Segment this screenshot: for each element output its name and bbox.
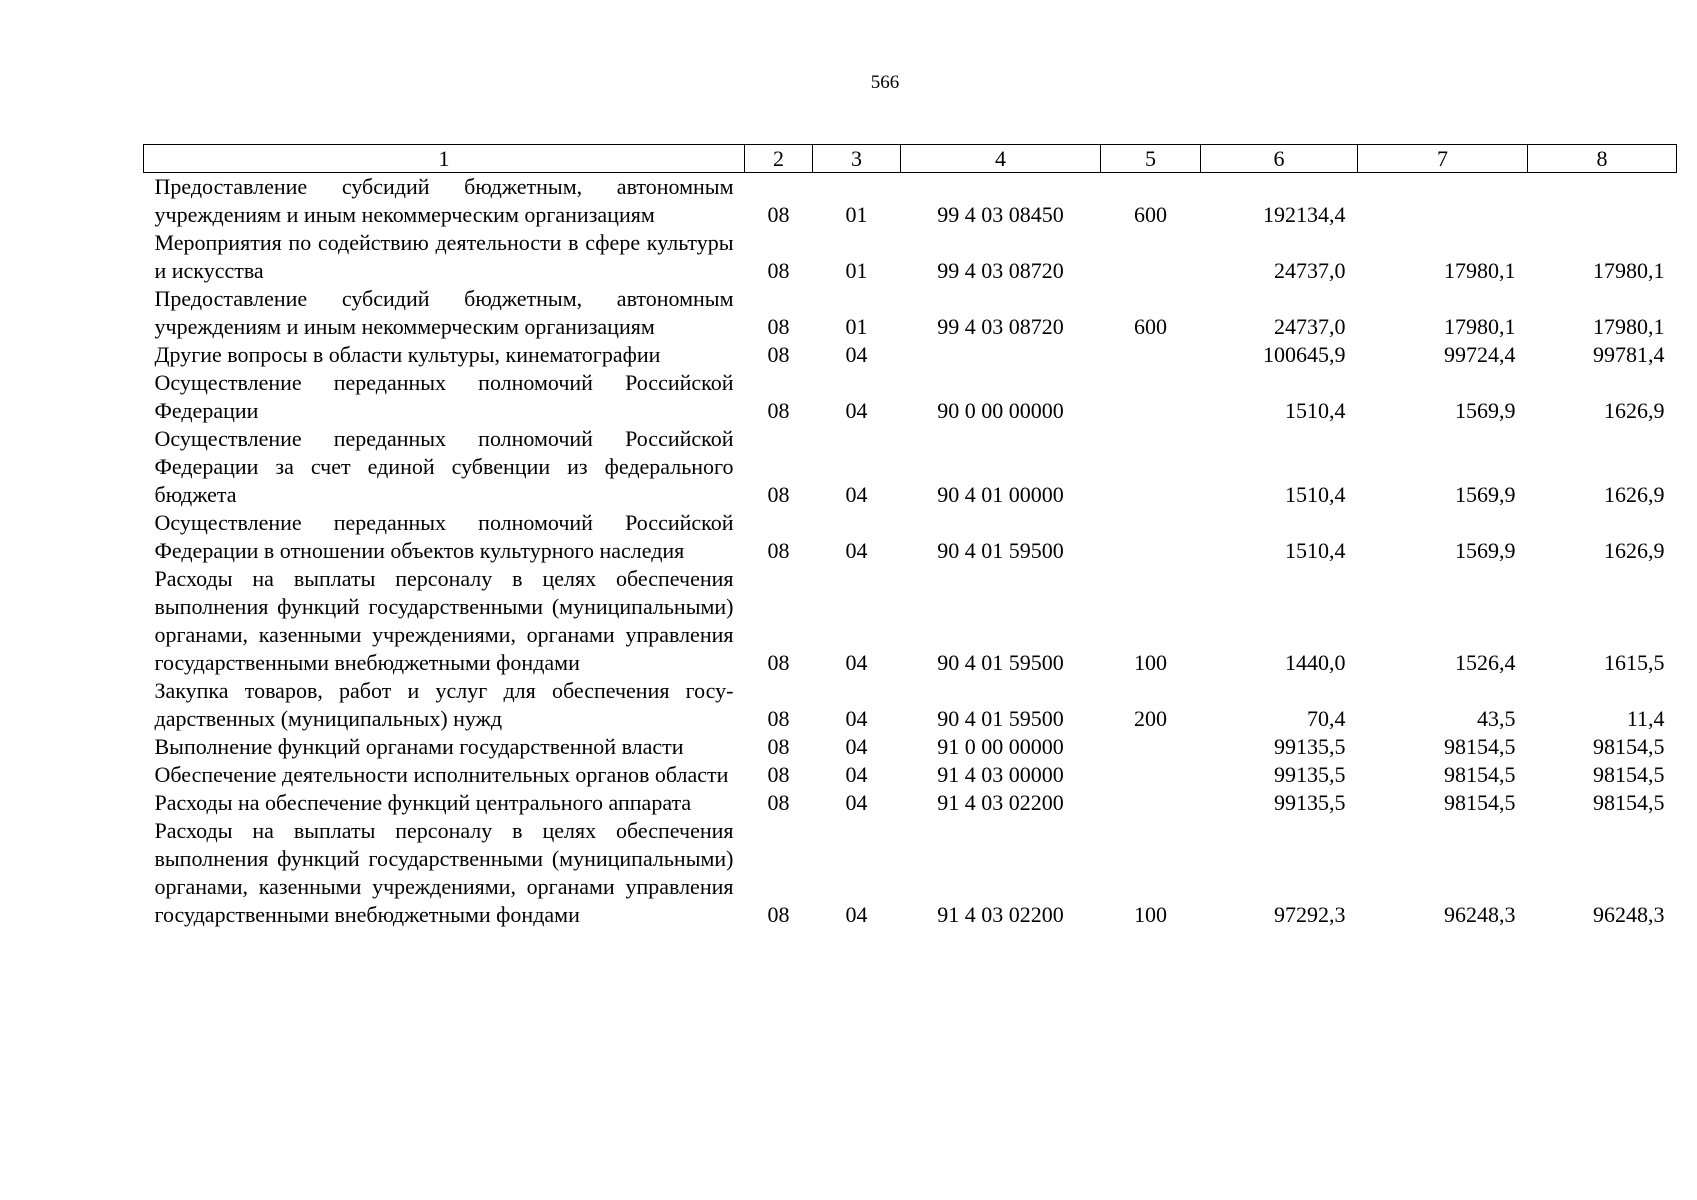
budget-table: [143, 144, 1677, 929]
cell-target-article: 91 4 03 02200: [937, 902, 1064, 927]
cell-section: 08: [767, 762, 790, 787]
header-col-3: 3: [813, 145, 901, 173]
header-col-6: 6: [1201, 145, 1358, 173]
cell-amount-year-3: 11,4: [1626, 706, 1665, 731]
cell-amount-year-2: [1358, 173, 1528, 230]
cell-section: 08: [767, 314, 790, 339]
cell-amount-year-2: 96248,3: [1444, 902, 1516, 927]
cell-amount-year-2: 17980,1: [1444, 314, 1516, 339]
cell-subsection: 04: [845, 538, 868, 563]
cell-description: Предоставление субсидий бюджетным, автономным учреждениям и иным некоммерческим организациям: [154, 174, 734, 227]
cell-subsection: 04: [845, 734, 868, 759]
cell-target-article: 90 0 00 00000: [937, 398, 1064, 423]
cell-amount-year-1: 1510,4: [1285, 482, 1346, 507]
table-row: [144, 425, 1677, 509]
header-col-8: 8: [1528, 145, 1677, 173]
cell-subsection: 04: [845, 790, 868, 815]
cell-section: 08: [767, 790, 790, 815]
cell-description: Расходы на выплаты персоналу в целях обеспечения выполнения функций государственными (муниципальными) органами, казенными учреждениями, органами управления государственными внебюджетными фондами: [154, 566, 734, 675]
table-row: [144, 761, 1677, 789]
cell-subsection: 04: [845, 762, 868, 787]
table-row: [144, 369, 1677, 425]
cell-amount-year-2: 99724,4: [1444, 342, 1516, 367]
cell-description: Выполнение функций органами государственной власти: [154, 734, 684, 759]
cell-expense-type: 100: [1134, 902, 1167, 927]
cell-amount-year-1: 99135,5: [1274, 734, 1346, 759]
cell-amount-year-1: 24737,0: [1274, 258, 1346, 283]
cell-expense-type: 600: [1134, 202, 1167, 227]
cell-subsection: 04: [845, 650, 868, 675]
header-row: [144, 145, 1677, 173]
cell-amount-year-3: 98154,5: [1593, 762, 1665, 787]
cell-amount-year-3: 1615,5: [1604, 650, 1665, 675]
cell-amount-year-3: 96248,3: [1593, 902, 1665, 927]
cell-description: Осуществление переданных полномочий Российской Федерации за счет единой субвенции из федерального бюджета: [154, 426, 734, 507]
cell-amount-year-1: 1510,4: [1285, 398, 1346, 423]
cell-description: Расходы на обеспечение функций центрального аппарата: [154, 790, 692, 815]
cell-amount-year-3: [1528, 173, 1677, 230]
cell-target-article: 91 0 00 00000: [937, 734, 1064, 759]
cell-target-article: 99 4 03 08450: [937, 202, 1064, 227]
cell-description: Осуществление переданных полномочий Российской Федерации: [154, 370, 734, 423]
cell-target-article: 91 4 03 00000: [937, 762, 1064, 787]
cell-expense-type: 100: [1134, 650, 1167, 675]
cell-expense-type: [1101, 425, 1201, 509]
table-header: [144, 145, 1677, 173]
cell-subsection: 01: [845, 314, 868, 339]
header-col-2: 2: [745, 145, 813, 173]
cell-section: 08: [767, 342, 790, 367]
cell-section: 08: [767, 258, 790, 283]
header-col-5: 5: [1101, 145, 1201, 173]
cell-section: 08: [767, 734, 790, 759]
cell-amount-year-2: 1526,4: [1455, 650, 1516, 675]
cell-amount-year-2: 43,5: [1477, 706, 1516, 731]
cell-target-article: 90 4 01 59500: [937, 706, 1064, 731]
cell-target-article: [901, 341, 1101, 369]
cell-section: 08: [767, 538, 790, 563]
cell-section: 08: [767, 902, 790, 927]
cell-amount-year-3: 17980,1: [1593, 314, 1665, 339]
cell-section: 08: [767, 398, 790, 423]
table-row: [144, 789, 1677, 817]
table-row: [144, 817, 1677, 929]
cell-description: Расходы на выплаты персоналу в целях обеспечения выполнения функций государственными (муниципальными) органами, казенными учреждениями, органами управления государственными внебюджетными фондами: [154, 818, 734, 927]
cell-amount-year-1: 99135,5: [1274, 790, 1346, 815]
cell-amount-year-1: 192134,4: [1263, 202, 1346, 227]
page-number: 566: [870, 72, 900, 93]
cell-section: 08: [767, 482, 790, 507]
cell-expense-type: [1101, 229, 1201, 285]
cell-amount-year-2: 1569,9: [1455, 538, 1516, 563]
table-body: [144, 173, 1677, 930]
cell-amount-year-2: 1569,9: [1455, 482, 1516, 507]
cell-amount-year-1: 24737,0: [1274, 314, 1346, 339]
cell-amount-year-3: 99781,4: [1593, 342, 1665, 367]
header-col-4: 4: [901, 145, 1101, 173]
cell-amount-year-3: 1626,9: [1604, 538, 1665, 563]
cell-subsection: 04: [845, 482, 868, 507]
cell-amount-year-2: 1569,9: [1455, 398, 1516, 423]
cell-expense-type: 200: [1134, 706, 1167, 731]
cell-amount-year-1: 97292,3: [1274, 902, 1346, 927]
cell-expense-type: [1101, 761, 1201, 789]
cell-amount-year-3: 1626,9: [1604, 398, 1665, 423]
cell-description: Другие вопросы в области культуры, кинематографии: [154, 342, 661, 367]
table-row: [144, 677, 1677, 733]
cell-description: Мероприятия по содействию деятельности в сфере культуры и искусства: [154, 230, 734, 283]
cell-amount-year-1: 1510,4: [1285, 538, 1346, 563]
cell-amount-year-2: 98154,5: [1444, 762, 1516, 787]
cell-amount-year-3: 98154,5: [1593, 734, 1665, 759]
cell-amount-year-2: 17980,1: [1444, 258, 1516, 283]
cell-expense-type: [1101, 509, 1201, 565]
cell-section: 08: [767, 706, 790, 731]
table-row: [144, 733, 1677, 761]
cell-expense-type: [1101, 789, 1201, 817]
table-row: [144, 173, 1677, 230]
cell-expense-type: 600: [1134, 314, 1167, 339]
cell-target-article: 99 4 03 08720: [937, 258, 1064, 283]
cell-expense-type: [1101, 341, 1201, 369]
cell-subsection: 04: [845, 902, 868, 927]
cell-target-article: 90 4 01 59500: [937, 650, 1064, 675]
cell-amount-year-1: 100645,9: [1263, 342, 1346, 367]
cell-expense-type: [1101, 369, 1201, 425]
cell-target-article: 91 4 03 02200: [937, 790, 1064, 815]
header-col-1: 1: [144, 145, 745, 173]
table-row: [144, 229, 1677, 285]
cell-description: Обеспечение деятельности исполнительных органов области: [154, 762, 729, 787]
table-row: [144, 565, 1677, 677]
cell-amount-year-1: 70,4: [1307, 706, 1346, 731]
cell-subsection: 04: [845, 342, 868, 367]
cell-amount-year-3: 1626,9: [1604, 482, 1665, 507]
table-row: [144, 285, 1677, 341]
cell-section: 08: [767, 202, 790, 227]
cell-section: 08: [767, 650, 790, 675]
cell-subsection: 04: [845, 706, 868, 731]
cell-subsection: 01: [845, 258, 868, 283]
table-row: [144, 341, 1677, 369]
cell-expense-type: [1101, 733, 1201, 761]
cell-subsection: 01: [845, 202, 868, 227]
cell-amount-year-2: 98154,5: [1444, 734, 1516, 759]
cell-amount-year-3: 98154,5: [1593, 790, 1665, 815]
cell-description: Предоставление субсидий бюджетным, автономным учреждениям и иным некоммерческим организациям: [154, 286, 734, 339]
table-row: [144, 509, 1677, 565]
cell-subsection: 04: [845, 398, 868, 423]
header-col-7: 7: [1358, 145, 1528, 173]
cell-target-article: 90 4 01 00000: [937, 482, 1064, 507]
cell-amount-year-3: 17980,1: [1593, 258, 1665, 283]
cell-amount-year-2: 98154,5: [1444, 790, 1516, 815]
cell-amount-year-1: 99135,5: [1274, 762, 1346, 787]
cell-description: Закупка товаров, работ и услуг для обеспечения государственных (муниципальных) нужд: [154, 678, 734, 731]
cell-target-article: 99 4 03 08720: [937, 314, 1064, 339]
cell-description: Осуществление переданных полномочий Российской Федерации в отношении объектов культурного наследия: [154, 510, 734, 563]
cell-amount-year-1: 1440,0: [1285, 650, 1346, 675]
cell-target-article: 90 4 01 59500: [937, 538, 1064, 563]
